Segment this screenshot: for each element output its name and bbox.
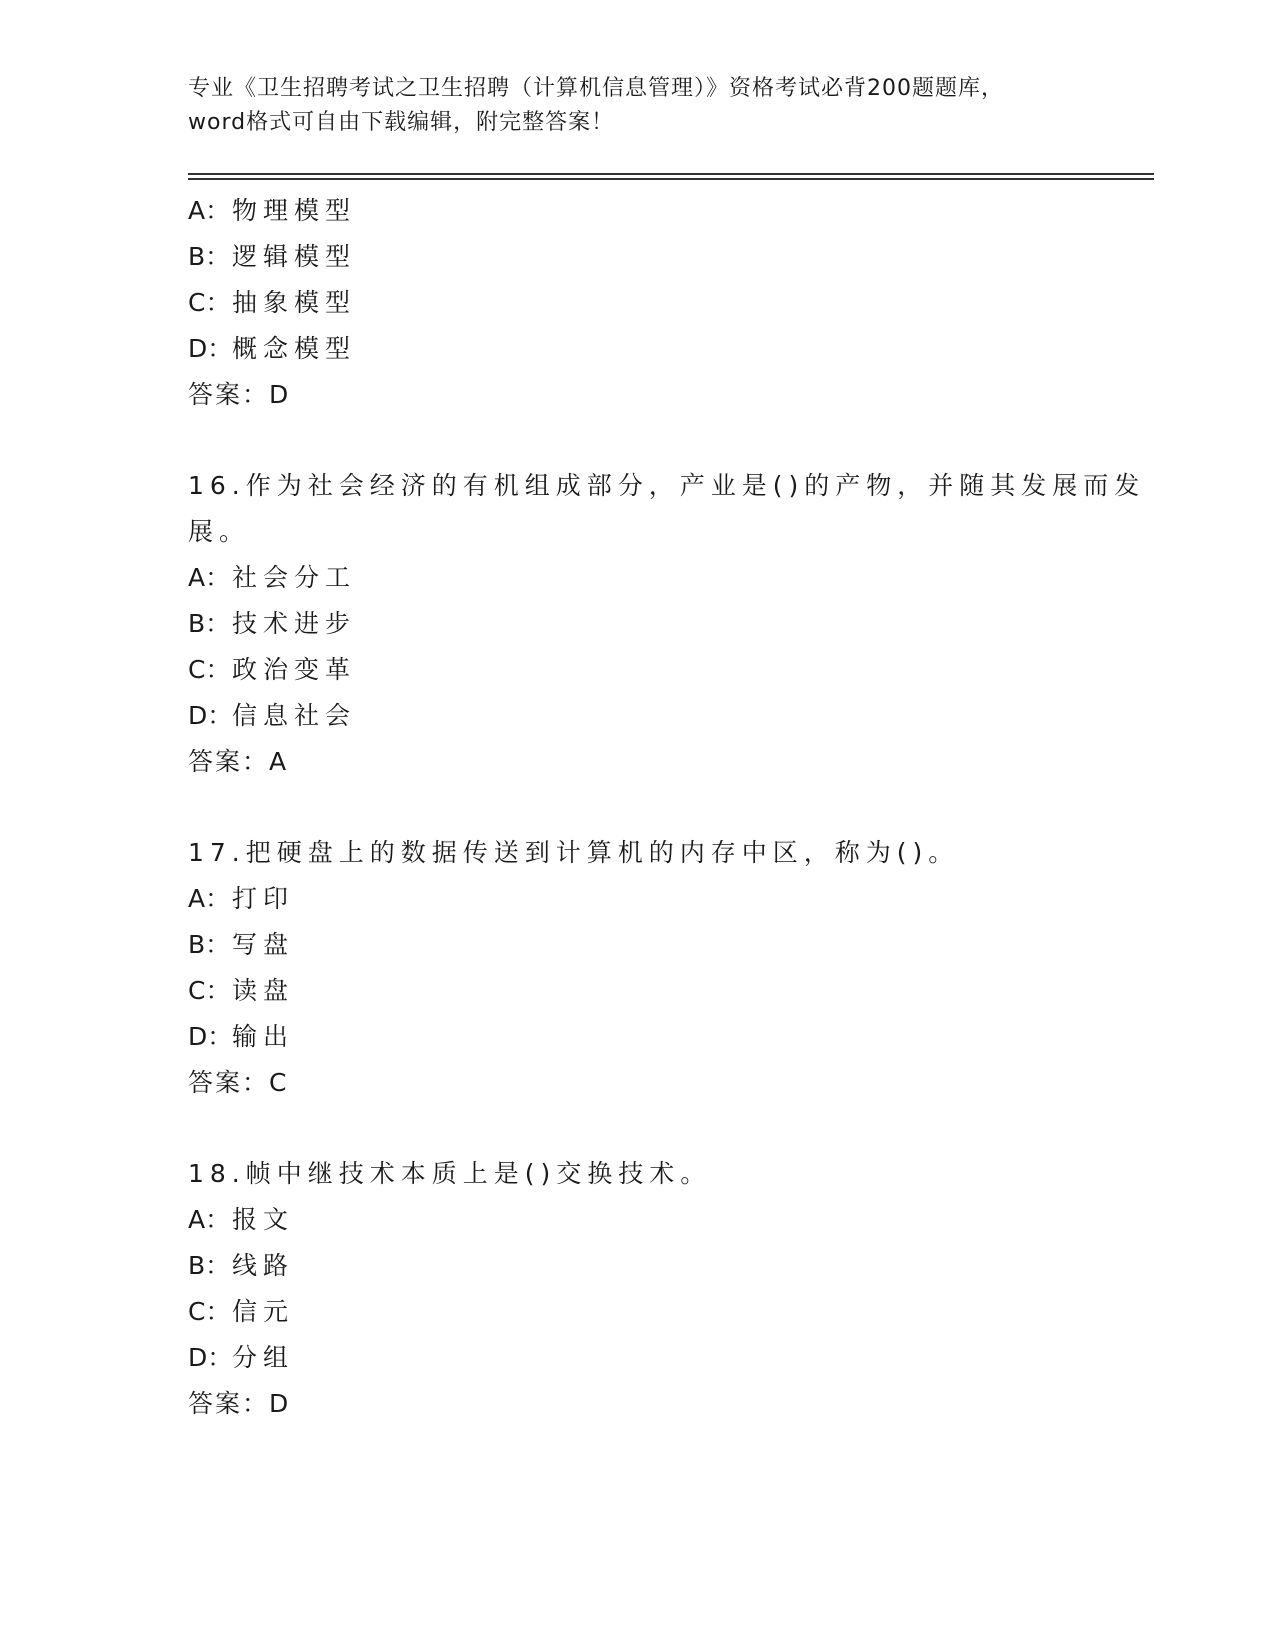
option-letter: B： <box>188 930 231 959</box>
option-row <box>188 1197 1088 1243</box>
option-text: 逻辑模型 <box>232 242 357 271</box>
header-divider-bottom <box>188 178 1154 180</box>
option-text: 输出 <box>232 1022 295 1051</box>
option-row <box>188 555 1088 601</box>
answer-line: 答案：D <box>188 380 291 409</box>
question-block <box>188 1151 1088 1427</box>
option-row <box>188 234 1088 280</box>
option-text: 社会分工 <box>232 563 357 592</box>
question-block <box>188 463 1146 785</box>
question-list <box>188 188 1146 1427</box>
question-block <box>188 830 1088 1106</box>
question-text-line: 展。 <box>188 517 251 546</box>
block-spacer <box>188 1106 1088 1151</box>
header-title-line-1: 专业《卫生招聘考试之卫生招聘（计算机信息管理）》资格考试必背200题题库， <box>188 76 1004 101</box>
option-row <box>188 1289 1088 1335</box>
option-letter: D： <box>188 1022 233 1051</box>
option-row <box>188 647 1088 693</box>
option-text: 信元 <box>232 1297 295 1326</box>
answer-line: 答案：A <box>188 747 289 776</box>
option-letter: C： <box>188 655 231 684</box>
option-row <box>188 280 1088 326</box>
option-letter: A： <box>188 884 231 913</box>
option-text: 写盘 <box>232 930 295 959</box>
option-letter: C： <box>188 288 231 317</box>
option-text: 线路 <box>232 1251 295 1280</box>
option-letter: A： <box>188 1205 231 1234</box>
option-row <box>188 968 1088 1014</box>
option-row <box>188 922 1088 968</box>
option-letter: B： <box>188 609 231 638</box>
option-text: 技术进步 <box>232 609 357 638</box>
option-row <box>188 188 1088 234</box>
question-block <box>188 188 1088 418</box>
option-letter: B： <box>188 1251 231 1280</box>
option-letter: D： <box>188 701 233 730</box>
document-header <box>188 72 1088 140</box>
option-text: 读盘 <box>232 976 295 1005</box>
option-row <box>188 601 1088 647</box>
question-text-line: 17.把硬盘上的数据传送到计算机的内存中区，称为()。 <box>188 838 960 867</box>
answer-line: 答案：D <box>188 1389 291 1418</box>
question-text-line: 16.作为社会经济的有机组成部分，产业是()的产物，并随其发展而发 <box>188 471 1146 500</box>
option-row <box>188 326 1088 372</box>
option-letter: A： <box>188 196 231 225</box>
option-letter: D： <box>188 334 233 363</box>
option-text: 信息社会 <box>232 701 357 730</box>
option-letter: B： <box>188 242 231 271</box>
option-text: 概念模型 <box>232 334 357 363</box>
option-text: 抽象模型 <box>232 288 357 317</box>
option-row <box>188 1014 1088 1060</box>
option-row <box>188 1335 1088 1381</box>
answer-line: 答案：C <box>188 1068 289 1097</box>
option-text: 政治变革 <box>232 655 357 684</box>
block-spacer <box>188 785 1088 830</box>
option-text: 打印 <box>232 884 295 913</box>
option-row <box>188 693 1088 739</box>
header-title-line-2: word格式可自由下载编辑，附完整答案！ <box>188 110 615 135</box>
option-text: 物理模型 <box>232 196 357 225</box>
option-text: 报文 <box>232 1205 295 1234</box>
option-row <box>188 1243 1088 1289</box>
option-text: 分组 <box>232 1343 295 1372</box>
option-letter: C： <box>188 976 231 1005</box>
option-letter: A： <box>188 563 231 592</box>
option-letter: D： <box>188 1343 233 1372</box>
header-divider-top <box>188 173 1154 175</box>
option-row <box>188 876 1088 922</box>
question-text-line: 18.帧中继技术本质上是()交换技术。 <box>188 1159 712 1188</box>
option-letter: C： <box>188 1297 231 1326</box>
block-spacer <box>188 418 1088 463</box>
